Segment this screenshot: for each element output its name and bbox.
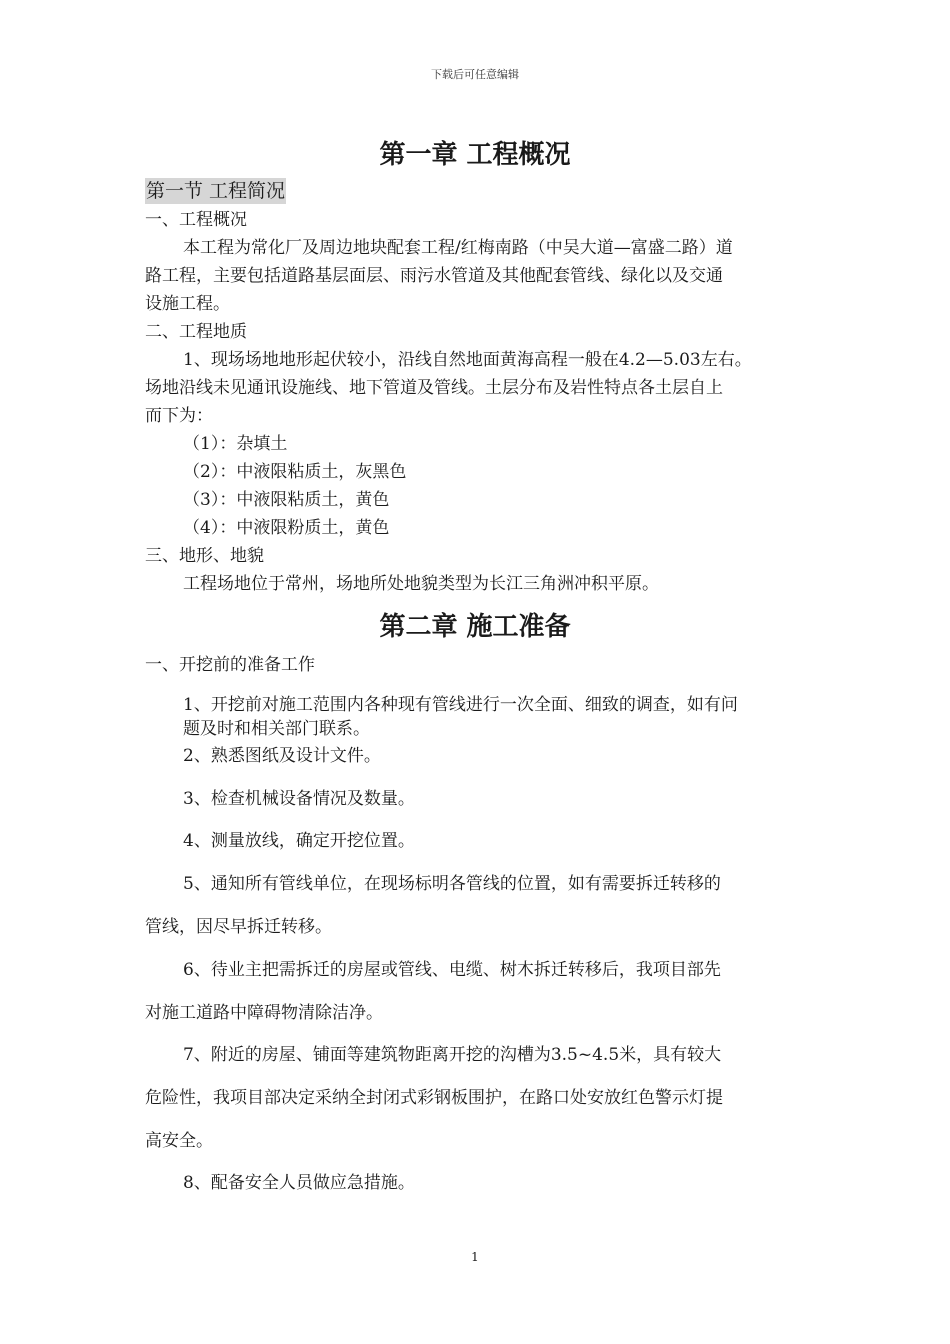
prep-item-8: 8、配备安全人员做应急措施。 (183, 1173, 415, 1193)
prep-item-7-line-3: 高安全。 (145, 1131, 213, 1151)
prep-item-1-line-1: 1、开挖前对施工范围内各种现有管线进行一次全面、细致的调查，如有问 (183, 695, 738, 715)
chapter-2-title: 第二章 施工准备 (379, 612, 571, 642)
page-number: 1 (471, 1250, 479, 1264)
prep-item-6-line-1: 6、待业主把需拆迁的房屋或管线、电缆、树木拆迁转移后，我项目部先 (183, 960, 721, 980)
heading-pre-excavation: 一、开挖前的准备工作 (145, 655, 315, 675)
prep-item-5-line-1: 5、通知所有管线单位，在现场标明各管线的位置，如有需要拆迁转移的 (183, 874, 721, 894)
soil-layer-1: （1）：杂填土 (183, 434, 288, 454)
page-header: 下载后可任意编辑 (431, 68, 519, 81)
soil-layer-4: （4）：中液限粉质土，黄色 (183, 518, 390, 538)
prep-item-7-line-1: 7、附近的房屋、铺面等建筑物距离开挖的沟槽为3.5~4.5米，具有较大 (183, 1045, 722, 1065)
prep-item-6-line-2: 对施工道路中障碍物清除洁净。 (145, 1003, 383, 1023)
prep-item-1-line-2: 题及时和相关部门联系。 (183, 719, 370, 739)
soil-layer-3: （3）：中液限粘质土，黄色 (183, 490, 390, 510)
heading-project-overview: 一、工程概况 (145, 210, 247, 230)
prep-item-4: 4、测量放线，确定开挖位置。 (183, 831, 415, 851)
prep-item-3: 3、检查机械设备情况及数量。 (183, 789, 415, 809)
heading-geology: 二、工程地质 (145, 322, 247, 342)
soil-layer-2: （2）：中液限粘质土，灰黑色 (183, 462, 407, 482)
overview-line-1: 本工程为常化厂及周边地块配套工程/红梅南路（中吴大道—富盛二路）道 (183, 238, 733, 258)
geology-line-2: 场地沿线未见通讯设施线、地下管道及管线。土层分布及岩性特点各土层自上 (145, 378, 723, 398)
section-title: 第一节 工程简况 (146, 180, 286, 202)
prep-item-2: 2、熟悉图纸及设计文件。 (183, 746, 381, 766)
terrain-text: 工程场地位于常州，场地所处地貌类型为长江三角洲冲积平原。 (183, 574, 659, 594)
geology-line-3: 而下为： (145, 406, 213, 426)
overview-line-3: 设施工程。 (145, 294, 230, 314)
heading-terrain: 三、地形、地貌 (145, 546, 264, 566)
overview-line-2: 路工程，主要包括道路基层面层、雨污水管道及其他配套管线、绿化以及交通 (145, 266, 723, 286)
prep-item-5-line-2: 管线，因尽早拆迁转移。 (145, 917, 332, 937)
chapter-1-title: 第一章 工程概况 (379, 140, 571, 170)
geology-line-1: 1、现场场地地形起伏较小，沿线自然地面黄海高程一般在4.2—5.03左右。 (183, 350, 752, 370)
prep-item-7-line-2: 危险性，我项目部决定采纳全封闭式彩钢板围护，在路口处安放红色警示灯提 (145, 1088, 723, 1108)
